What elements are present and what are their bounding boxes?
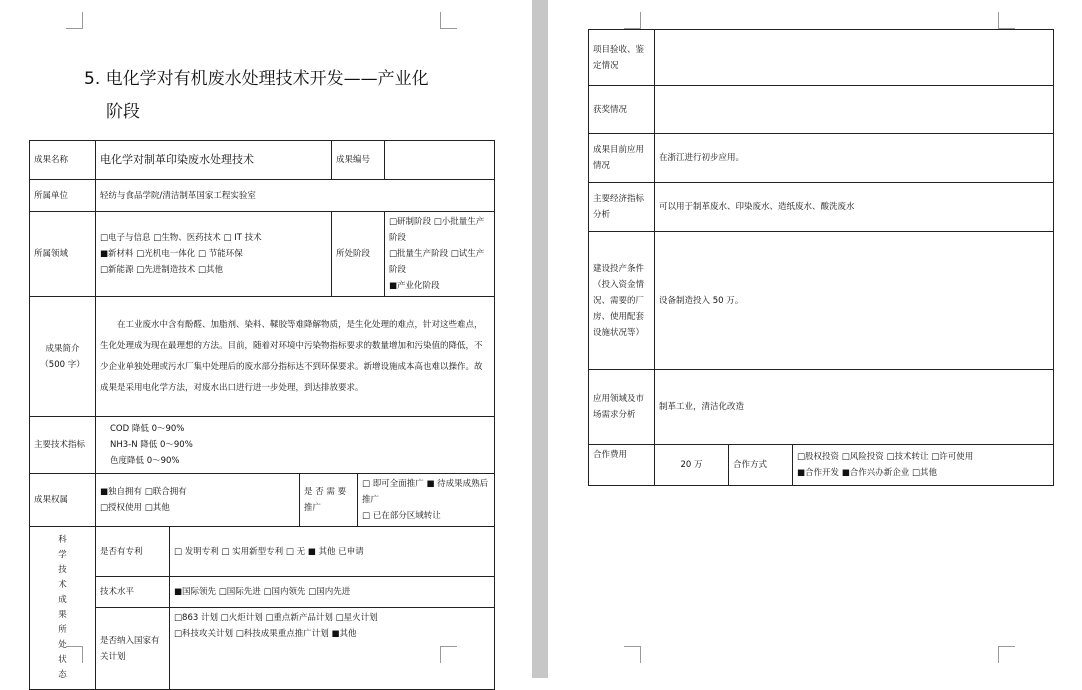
acceptance-value	[655, 30, 1054, 86]
rights-line: ■独自拥有 □联合拥有	[100, 487, 187, 497]
crop-mark	[66, 12, 83, 29]
plan-line: □科技攻关计划 □科技成果重点推广计划 ■其他	[174, 629, 357, 639]
coop-cost-value: 20 万	[655, 445, 729, 486]
coop-mode-line: □股权投资 □风险投资 □技术转让 □许可使用	[797, 452, 974, 462]
crop-mark	[624, 646, 641, 663]
rights-line: □授权使用 □其他	[100, 503, 170, 513]
coop-mode-options	[793, 445, 1054, 486]
result-form-table	[29, 140, 495, 690]
status-char: 态	[58, 670, 67, 680]
award-label: 获奖情况	[589, 86, 655, 134]
status-char: 科	[58, 535, 67, 545]
promote-options	[358, 474, 495, 527]
level-label: 技术水平	[96, 577, 170, 608]
market-label: 应用领域及市场需求分析	[589, 370, 655, 445]
promote-line: □ 即可全面推广 ■ 待成果成熟后推广	[362, 479, 489, 505]
field-option-line: ■新材料 □光机电一体化 □ 节能环保	[100, 249, 243, 259]
economic-label: 主要经济指标分析	[589, 183, 655, 232]
result-name-value: 电化学对制革印染废水处理技术	[96, 141, 332, 180]
rights-label: 成果权属	[30, 474, 96, 527]
left-page	[0, 0, 532, 678]
stage-option-line: ■产业化阶段	[389, 281, 440, 291]
field-options	[96, 212, 332, 297]
tech-line: 色度降低 0～90%	[110, 456, 180, 466]
tech-indicators	[96, 417, 495, 474]
investment-value: 设备制造投入 50 万。	[655, 232, 1054, 370]
crop-mark	[998, 12, 1015, 29]
coop-cost-label: 合作费用	[589, 445, 655, 486]
market-value: 制革工业，清洁化改造	[655, 370, 1054, 445]
stage-option-line: □研制阶段 □小批量生产阶段	[389, 217, 485, 243]
result-no-value	[385, 141, 495, 180]
acceptance-label: 项目验收、鉴定情况	[589, 30, 655, 86]
plan-options	[170, 608, 495, 690]
plan-label: 是否纳入国家有关计划	[96, 608, 170, 690]
status-char: 术	[58, 580, 67, 590]
promote-label: 是 否 需 要推广	[300, 474, 358, 527]
unit-label: 所属单位	[30, 180, 96, 212]
section-heading-cont: 阶段	[106, 102, 140, 122]
coop-mode-line: ■合作开发 ■合作兴办新企业 □其他	[797, 468, 937, 478]
crop-mark	[624, 12, 641, 29]
section-heading: 5. 电化学对有机废水处理技术开发——产业化	[84, 69, 429, 89]
award-value	[655, 86, 1054, 134]
status-char: 处	[58, 640, 67, 650]
right-page	[548, 0, 1082, 678]
field-label: 所属领域	[30, 212, 96, 297]
stage-label: 所处阶段	[332, 212, 385, 297]
intro-text: 在工业废水中含有酚醛、加脂剂、染料、鞣胶等难降解物质，是生化处理的难点，针对这些难点，生化处理成为现在最理想的方法。目前，随着对环境中污染物指标要求的数量增加和污染值的降低，不少企业单独处理或污水厂集中处理后的废水部分指标达不到环保要求。新增设施成本高也难以操作。故成果是采用电化学方法，对废水出口进行进一步处理，到达排放要求。	[96, 297, 495, 417]
status-char: 学	[58, 550, 67, 560]
page-gutter	[532, 0, 548, 678]
stage-options	[385, 212, 495, 297]
intro-label	[30, 297, 96, 417]
coop-mode-label: 合作方式	[729, 445, 793, 486]
tech-line: COD 降低 0～90%	[110, 424, 185, 434]
economic-value: 可以用于制革废水、印染废水、造纸废水、酸洗废水	[655, 183, 1054, 232]
cooperation-form-table	[588, 29, 1054, 486]
patent-label: 是否有专利	[96, 527, 170, 577]
application-label: 成果目前应用情况	[589, 134, 655, 183]
status-char: 果	[58, 610, 67, 620]
result-no-label: 成果编号	[332, 141, 385, 180]
unit-value: 轻纺与食品学院/清洁制革国家工程实验室	[96, 180, 495, 212]
rights-options	[96, 474, 300, 527]
field-option-line: □电子与信息 □生物、医药技术 □ IT 技术	[100, 233, 262, 243]
field-option-line: □新能源 □先进制造技术 □其他	[100, 265, 223, 275]
status-label	[30, 527, 96, 690]
status-char: 所	[58, 625, 67, 635]
crop-mark	[440, 12, 457, 29]
result-name-label: 成果名称	[30, 141, 96, 180]
intro-label-count: （500 字）	[40, 359, 85, 370]
level-options: ■国际领先 □国际先进 □国内领先 □国内先进	[170, 577, 495, 608]
status-char: 成	[58, 595, 67, 605]
status-char: 状	[58, 655, 67, 665]
application-value: 在浙江进行初步应用。	[655, 134, 1054, 183]
stage-option-line: □批量生产阶段 □试生产阶段	[389, 249, 485, 275]
plan-line: □863 计划 □火炬计划 □重点新产品计划 □星火计划	[174, 613, 378, 623]
promote-line: □ 已在部分区域转让	[362, 511, 441, 521]
intro-label-text: 成果简介	[45, 343, 80, 354]
tech-label: 主要技术指标	[30, 417, 96, 474]
investment-label: 建设投产条件（投入资金情况、需要的厂房、使用配套设施状况等）	[589, 232, 655, 370]
patent-options: □ 发明专利 □ 实用新型专利 □ 无 ■ 其他 已申请	[170, 527, 495, 577]
status-char: 技	[58, 565, 67, 575]
tech-line: NH3-N 降低 0～90%	[110, 440, 193, 450]
crop-mark	[998, 646, 1015, 663]
